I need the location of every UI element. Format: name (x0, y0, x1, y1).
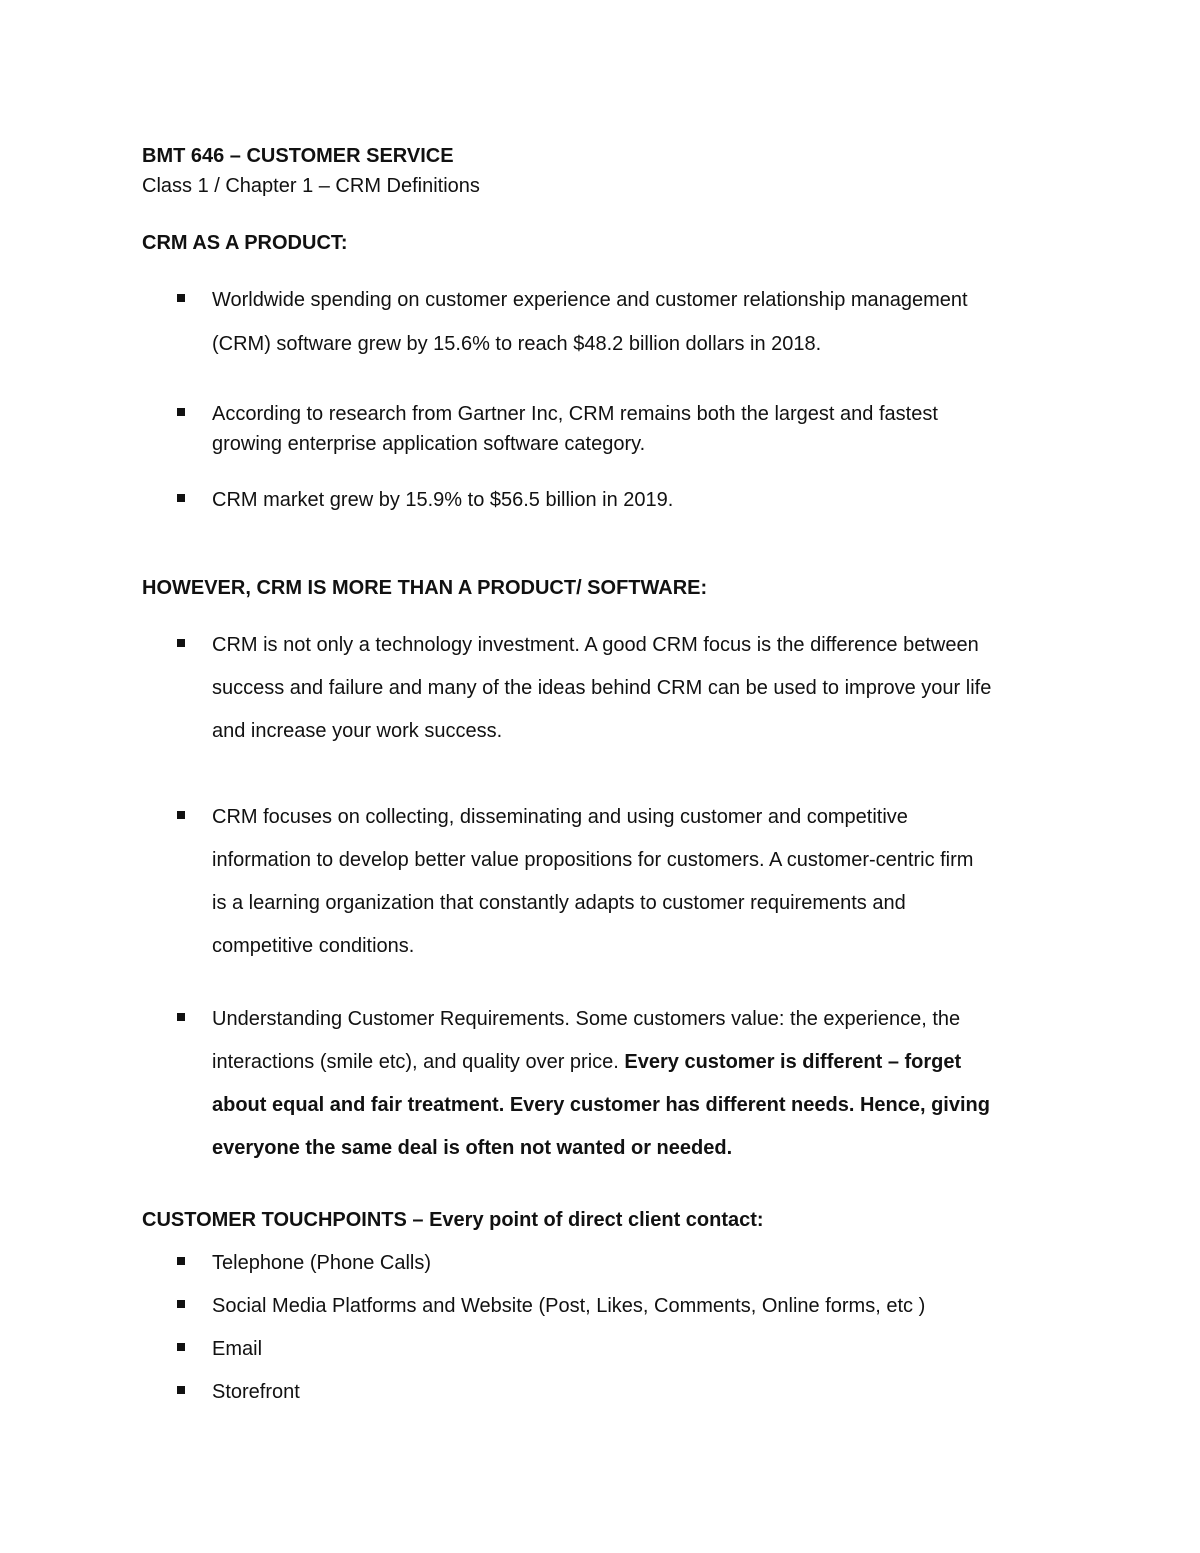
touchpoint-item: Telephone (Phone Calls) (212, 1252, 432, 1274)
bullet-text: Understanding Customer Requirements. Some customers value: the experience, the (212, 1008, 961, 1030)
section-heading-more: HOWEVER, CRM IS MORE THAN A PRODUCT/ SOFTWARE: (142, 577, 708, 599)
bullet-text: CRM focuses on collecting, disseminating and using customer and competitive (212, 806, 908, 828)
bullet-text: success and failure and many of the ideas behind CRM can be used to improve your life (212, 677, 992, 699)
bullet-marker (177, 294, 185, 302)
bullet-marker (177, 1343, 185, 1351)
bullet-text: is a learning organization that constantly adapts to customer requirements and (212, 892, 906, 914)
bullet-text: CRM is not only a technology investment. A good CRM focus is the difference between (212, 634, 979, 656)
bullet-text: information to develop better value propositions for customers. A customer-centric firm (212, 849, 974, 871)
emphasis-text: about equal and fair treatment. Every customer has different needs. Hence, giving (212, 1094, 990, 1116)
bullet-text: and increase your work success. (212, 720, 503, 742)
course-title: BMT 646 – CUSTOMER SERVICE (142, 145, 454, 167)
bullet-text: (CRM) software grew by 15.6% to reach $48.2 billion dollars in 2018. (212, 333, 822, 355)
bullet-marker (177, 639, 185, 647)
bullet-marker (177, 494, 185, 502)
bullet-text: competitive conditions. (212, 935, 415, 957)
bullet-text: CRM market grew by 15.9% to $56.5 billion in 2019. (212, 489, 674, 511)
bullet-text: growing enterprise application software category. (212, 433, 646, 455)
subtitle: Class 1 / Chapter 1 – CRM Definitions (142, 175, 480, 197)
section-heading-touchpoints: CUSTOMER TOUCHPOINTS – Every point of direct client contact: (142, 1209, 764, 1231)
touchpoint-item: Storefront (212, 1381, 300, 1403)
bullet-marker (177, 1257, 185, 1265)
plain-text: interactions (smile etc), and quality over price. (212, 1051, 625, 1073)
emphasis-text: everyone the same deal is often not wanted or needed. (212, 1137, 733, 1159)
bullet-text: According to research from Gartner Inc, CRM remains both the largest and fastest (212, 403, 938, 425)
section-heading-product: CRM AS A PRODUCT: (142, 232, 348, 254)
touchpoint-item: Email (212, 1338, 263, 1360)
touchpoint-item: Social Media Platforms and Website (Post, Likes, Comments, Online forms, etc ) (212, 1295, 926, 1317)
emphasis-text: Every customer is different – forget (624, 1051, 962, 1073)
bullet-marker (177, 811, 185, 819)
bullet-marker (177, 1013, 185, 1021)
bullet-text-mixed (212, 1049, 961, 1075)
bullet-marker (177, 408, 185, 416)
bullet-text: Worldwide spending on customer experience and customer relationship management (212, 289, 968, 311)
bullet-marker (177, 1386, 185, 1394)
bullet-marker (177, 1300, 185, 1308)
